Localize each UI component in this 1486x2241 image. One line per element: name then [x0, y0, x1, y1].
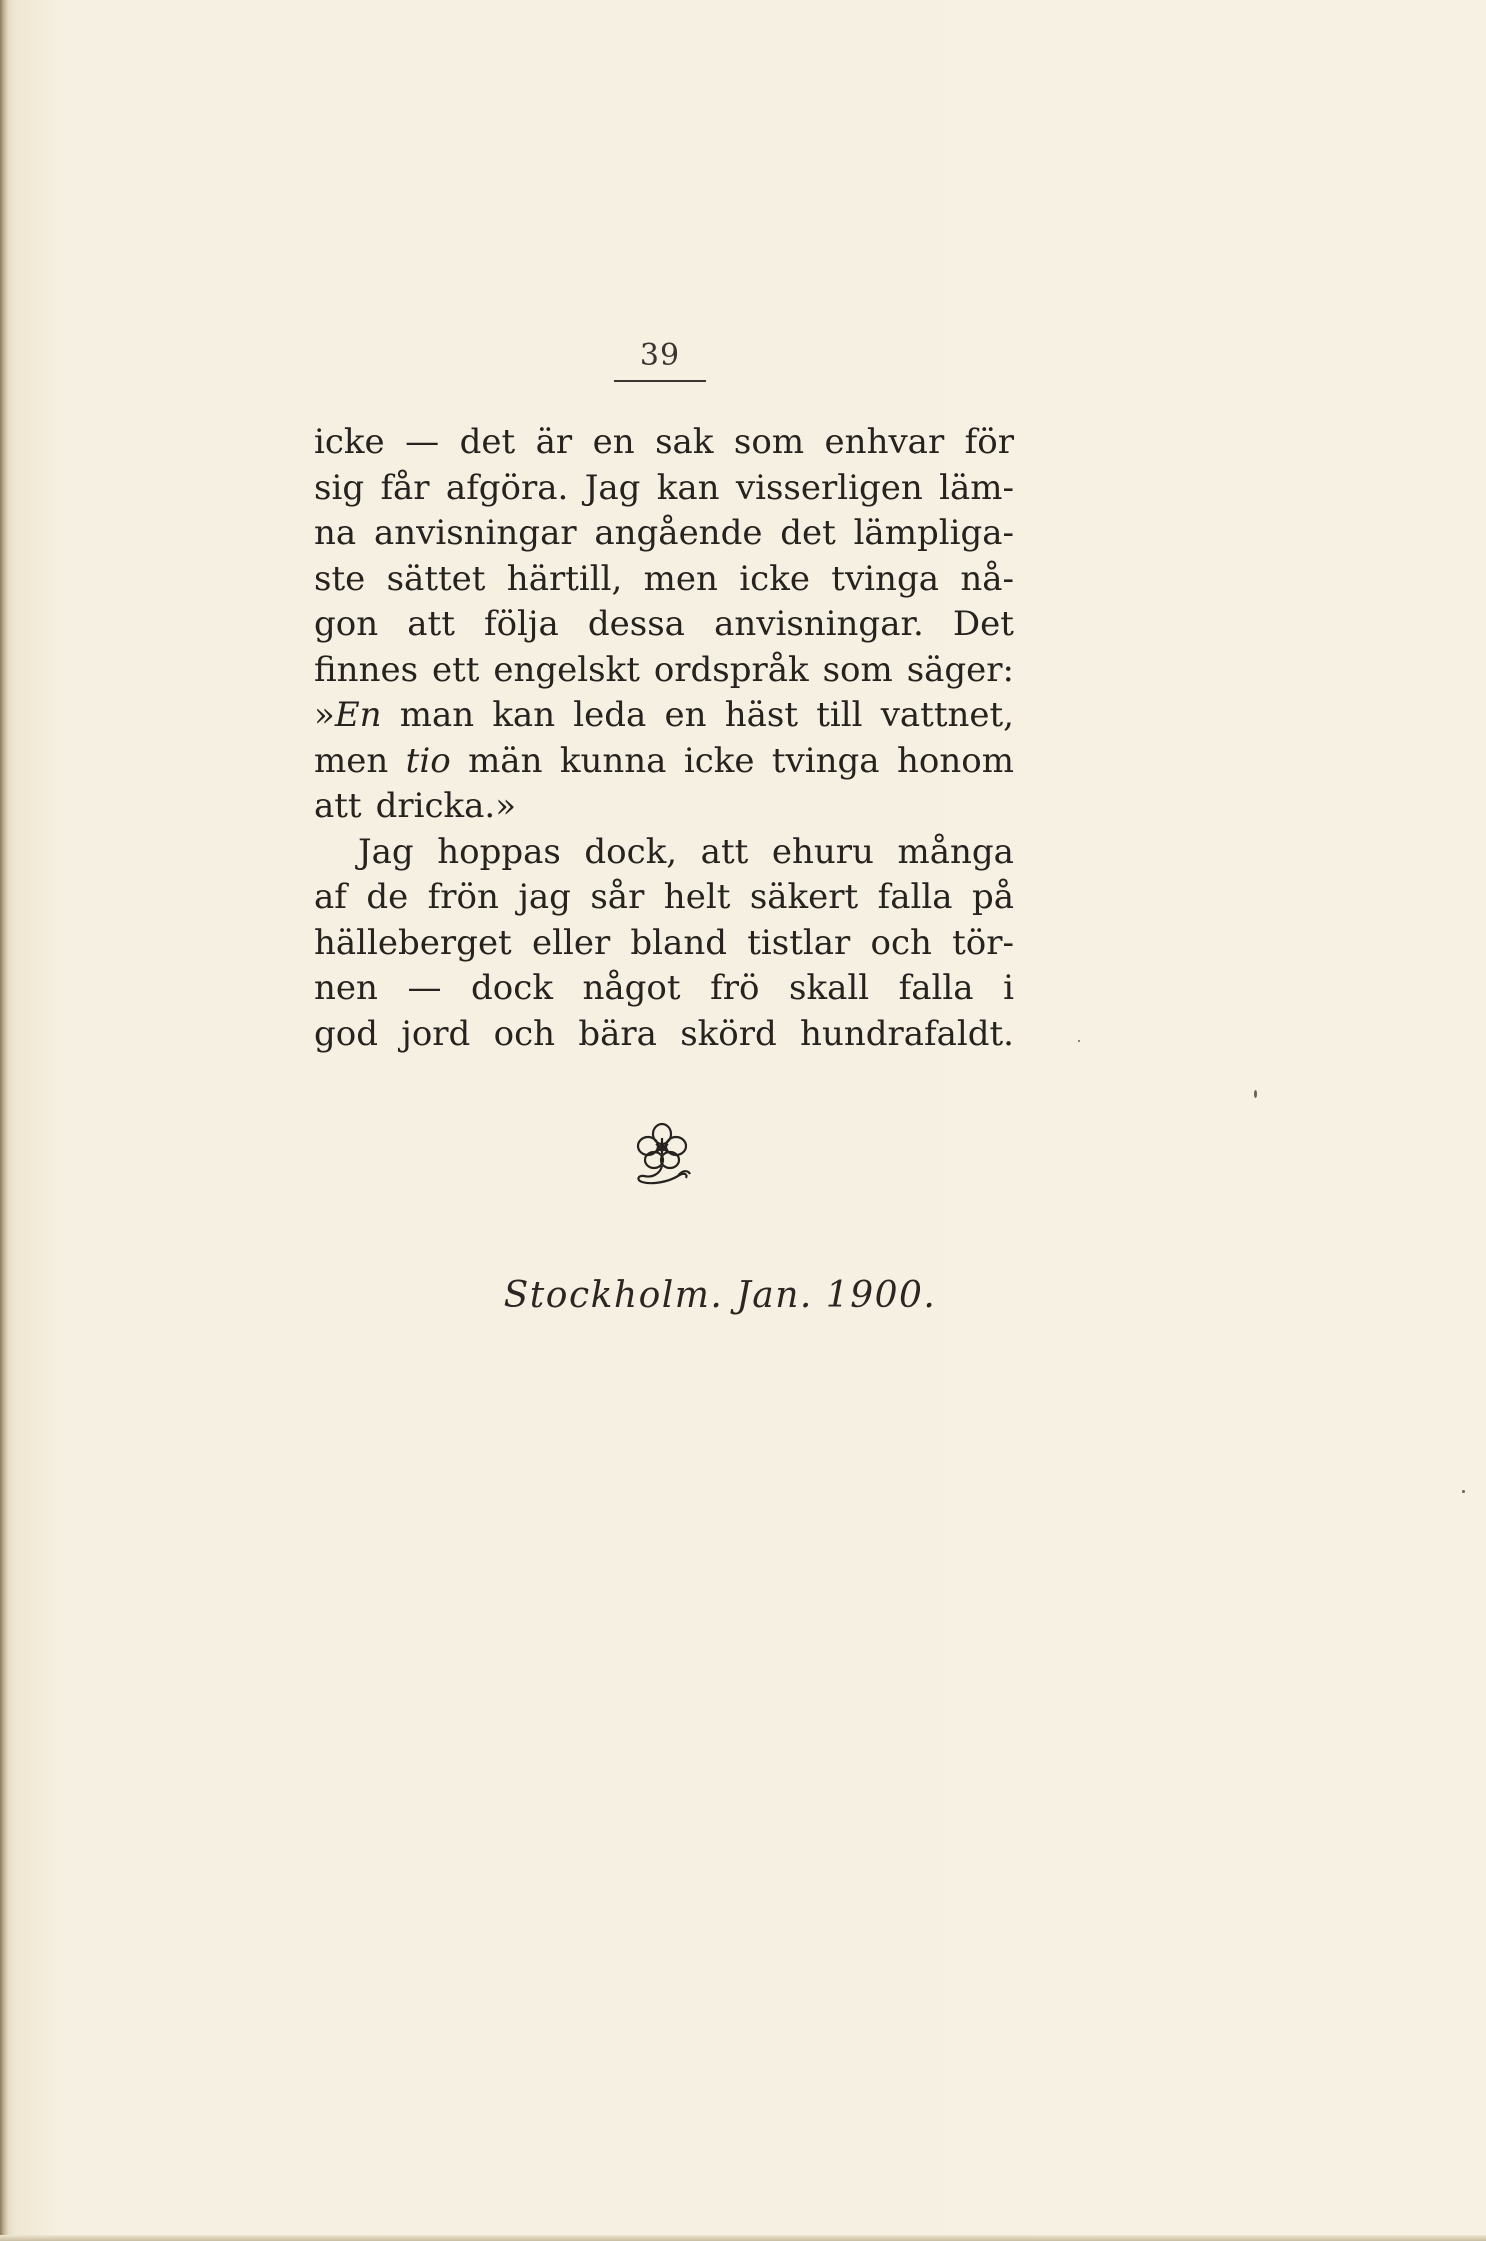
word: god — [314, 1013, 378, 1054]
word: säger: — [906, 649, 1014, 690]
word: att — [700, 831, 749, 872]
word: sak — [655, 422, 714, 462]
word: af — [314, 877, 347, 917]
paper-speck — [1078, 1040, 1080, 1042]
word: många — [897, 831, 1014, 872]
word: helt — [663, 877, 731, 917]
word: afgöra. — [445, 467, 569, 508]
word: att — [407, 604, 455, 644]
word: för — [964, 422, 1014, 462]
text-line — [314, 921, 1014, 967]
word: icke — [314, 422, 385, 462]
word: tvinga — [771, 740, 880, 781]
word: på — [971, 877, 1014, 917]
word: de — [366, 877, 409, 917]
text-line — [314, 739, 1014, 785]
word: läm- — [939, 467, 1014, 508]
word: angående — [594, 513, 763, 553]
word: bära — [578, 1013, 657, 1054]
word: men — [314, 740, 389, 781]
word: gon — [314, 604, 379, 644]
word: vattnet, — [880, 695, 1014, 735]
word: falla — [877, 877, 953, 917]
word: att — [314, 786, 362, 826]
word: hoppas — [437, 831, 561, 872]
word: ehuru — [771, 831, 874, 872]
quote-mark: » — [314, 695, 335, 735]
word: — — [405, 422, 440, 462]
word: icke — [683, 740, 755, 781]
place-and-date: Stockholm. Jan. 1900. — [503, 1275, 937, 1316]
word: ordspråk — [653, 649, 809, 690]
text-line — [314, 693, 1014, 739]
word: icke — [739, 558, 810, 599]
word: häst — [724, 695, 799, 735]
word: till — [816, 695, 863, 735]
word: dock, — [584, 831, 678, 872]
word: dock — [471, 968, 553, 1008]
word: lämpliga- — [853, 513, 1014, 553]
word: ste — [314, 558, 366, 599]
word: en — [664, 695, 707, 735]
text-line — [314, 784, 1014, 830]
word: anvisningar. — [714, 604, 924, 644]
word: dricka.» — [375, 786, 517, 826]
word: och — [493, 1013, 556, 1054]
flower-vignette-icon — [622, 1118, 702, 1198]
word: jord — [401, 1013, 471, 1054]
word: visserligen — [735, 467, 923, 508]
word: härtill, — [506, 558, 623, 599]
text-line — [314, 602, 1014, 648]
text-line — [314, 511, 1014, 557]
word: kunna — [559, 740, 667, 781]
word: kan — [492, 695, 556, 735]
word — [314, 693, 382, 739]
word: enhvar — [824, 422, 945, 462]
paper-speck — [1462, 1490, 1465, 1493]
word: bland — [630, 922, 727, 963]
word: dessa — [587, 604, 685, 644]
word: frö — [710, 968, 760, 1008]
word: sättet — [386, 558, 486, 599]
text-line — [314, 1012, 1014, 1058]
word: det — [459, 422, 516, 462]
body-text — [314, 420, 1014, 1057]
page-bottom-edge — [0, 2235, 1486, 2241]
text-line — [314, 557, 1014, 603]
word: sår — [590, 877, 645, 917]
word: Jag — [584, 467, 641, 508]
word: män — [468, 740, 543, 781]
word: tör- — [952, 922, 1014, 963]
word: nen — [314, 968, 378, 1008]
word: ett — [431, 649, 480, 690]
page-number-rule — [614, 380, 706, 382]
word: säkert — [749, 877, 859, 917]
paper-speck — [1254, 1090, 1257, 1098]
word: i — [1003, 968, 1014, 1008]
word: eller — [531, 922, 611, 963]
word: tistlar — [747, 922, 851, 963]
word: skall — [789, 968, 870, 1008]
word: Jag — [358, 831, 414, 872]
text-line — [314, 830, 1014, 876]
word: som — [733, 422, 805, 462]
word: honom — [896, 740, 1014, 781]
word: det — [780, 513, 836, 553]
word: är — [535, 422, 573, 462]
word: falla — [898, 968, 974, 1008]
word: finnes — [314, 649, 419, 690]
word: hälleberget — [314, 922, 512, 963]
word: följa — [484, 604, 559, 644]
word: frön — [427, 877, 499, 917]
word: hundrafaldt. — [800, 1013, 1014, 1054]
word: något — [582, 968, 681, 1008]
text-line — [314, 875, 1014, 921]
word: kan — [656, 467, 720, 508]
word: och — [870, 922, 932, 963]
word: man — [399, 695, 475, 735]
word: skörd — [680, 1013, 777, 1054]
word: Det — [952, 604, 1014, 644]
word: får — [380, 467, 430, 508]
text-line — [314, 466, 1014, 512]
word: men — [643, 558, 718, 599]
page-binding-edge — [0, 0, 8, 2241]
word: engelskt — [493, 649, 640, 690]
page-number: 39 — [639, 338, 681, 373]
word: jag — [518, 877, 571, 917]
italic-word: En — [334, 695, 382, 735]
word: — — [407, 968, 442, 1008]
text-line — [314, 648, 1014, 694]
word: tvinga — [831, 558, 939, 599]
word: som — [822, 649, 893, 690]
word: tio — [405, 740, 451, 781]
text-line — [314, 420, 1014, 466]
word: nå- — [960, 558, 1014, 599]
word: sig — [314, 467, 365, 508]
word: na — [314, 513, 357, 553]
text-line — [314, 966, 1014, 1012]
word: en — [592, 422, 635, 462]
word: leda — [573, 695, 647, 735]
word: anvisningar — [373, 513, 577, 553]
